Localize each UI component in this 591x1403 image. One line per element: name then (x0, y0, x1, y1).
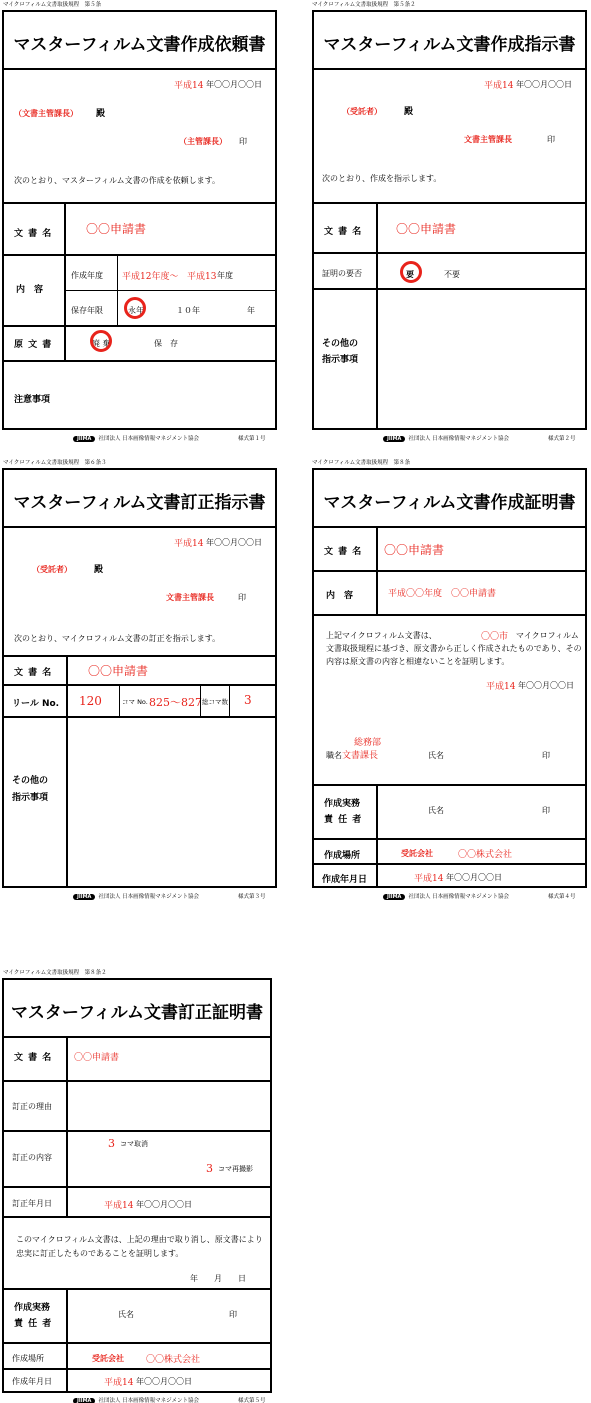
form-2-recipient: （受託者） (342, 107, 382, 116)
form-1-retention-opt1: 永年 (128, 306, 144, 315)
form-1-original-label: 原 文 書 (14, 340, 53, 350)
form-5-reshoot-count: 3 (206, 1162, 213, 1175)
form-5-date-label: 訂正年月日 (12, 1199, 52, 1208)
form-5-frame (2, 978, 272, 1393)
form-5-date-era: 平成14 (104, 1201, 134, 1211)
form-1-title: マスターフィルム文書作成依頼書 (13, 35, 266, 55)
form-2-date-era: 平成14 (484, 81, 514, 91)
form-4-seal: 印 (542, 751, 550, 760)
form-4-header: マイクロフィルム文書取扱規程 第８条 (312, 460, 411, 466)
form-3-doc-name-label: 文 書 名 (14, 668, 53, 678)
form-4-date-era: 平成14 (486, 682, 516, 692)
form-1-footer: JIIMA 社団法人 日本画像情報マネジメント協会 (73, 434, 199, 442)
form-2-proof-yes: 要 (406, 270, 414, 279)
form-5-place-value-2: 〇〇株式会社 (146, 1355, 201, 1365)
form-2-sender: 文書主管課長 (464, 135, 512, 144)
form-4-frame (312, 468, 587, 888)
form-4-made-era: 平成14 (414, 874, 444, 884)
form-4-doc-name-value: 〇〇申請書 (384, 543, 445, 557)
form-5-doc-name-value: 〇〇申請書 (74, 1053, 120, 1063)
form-5-reason-label: 訂正の理由 (12, 1102, 52, 1111)
form-3-header: マイクロフィルム文書取扱規程 第６条３ (3, 460, 107, 466)
form-2-dono: 殿 (404, 107, 414, 117)
form-2-title: マスターフィルム文書作成指示書 (323, 35, 576, 55)
form-5-responsible-label-2: 責 任 者 (14, 1319, 53, 1329)
form-5-content-label: 訂正の内容 (12, 1153, 52, 1162)
form-1-notes-label: 注意事項 (14, 395, 51, 405)
form-4-statement-3: 内容は原文書の内容と相違ないことを証明します。 (326, 657, 510, 666)
form-2-proof-circle (400, 261, 422, 283)
form-4-statement-1c: マイクロフィルム (516, 631, 579, 640)
form-1-retention-opt2: １０年 (176, 306, 200, 315)
form-4-seal-2: 印 (542, 806, 550, 815)
form-3-seal: 印 (238, 593, 246, 602)
form-3-reel-label: リール No. (12, 699, 60, 709)
form-2-footer: JIIMA 社団法人 日本画像情報マネジメント協会 (383, 434, 509, 442)
form-4-doc-name-label: 文 書 名 (324, 547, 363, 557)
form-5-footer: JIIMA 社団法人 日本画像情報マネジメント協会 (73, 1396, 199, 1403)
form-2-date-rest: 年〇〇月〇〇日 (516, 80, 572, 89)
form-3-total-label: 総コマ数 (202, 698, 228, 706)
form-1-year-to: 平成13 (187, 272, 217, 282)
form-1-doc-name-label: 文 書 名 (14, 229, 53, 239)
form-1-header: マイクロフィルム文書取扱規程 第５条 (3, 2, 102, 8)
form-4-made-rest: 年〇〇月〇〇日 (446, 873, 502, 882)
form-1-date-era: 平成14 (174, 81, 204, 91)
form-2-header: マイクロフィルム文書取扱規程 第５条２ (312, 2, 416, 8)
form-4-place-label: 作成場所 (324, 851, 361, 861)
form-1-original-opt2: 保 存 (154, 339, 178, 348)
form-3-reel-value: 120 (79, 694, 102, 708)
form-5-made-label: 作成年月日 (12, 1377, 52, 1386)
form-4-name-label-2: 氏名 (428, 806, 444, 815)
form-4-footer: JIIMA 社団法人 日本画像情報マネジメント協会 (383, 892, 509, 900)
form-2-other-label-1: その他の (322, 339, 359, 349)
form-4-responsible-label-2: 責 任 者 (324, 815, 363, 825)
form-3-other-label-2: 指示事項 (12, 793, 49, 803)
form-2-doc-name-value: 〇〇申請書 (396, 222, 457, 236)
form-5-seal: 印 (229, 1310, 237, 1319)
form-3-frame-label: コマ No. (122, 698, 148, 706)
form-1-retention-circle (124, 297, 146, 319)
form-5-reshoot-text: コマ再撮影 (218, 1165, 253, 1173)
form-4-position-label: 職名 (326, 751, 342, 760)
form-1-form-number: 様式第１号 (238, 436, 266, 442)
form-1-year-suffix: 年度 (217, 271, 233, 280)
form-3-total-value: 3 (244, 693, 252, 707)
form-5-statement-1: このマイクロフィルム文書は、上記の理由で取り消し、原文書により (16, 1235, 263, 1244)
jiima-logo: JIIMA (383, 436, 405, 442)
form-1-statement: 次のとおり、マスターフィルム文書の作成を依頼します。 (14, 176, 220, 185)
form-4-content-value: 平成〇〇年度 〇〇申請書 (388, 589, 497, 599)
form-5-title: マスターフィルム文書訂正証明書 (10, 1003, 264, 1023)
form-1-date-rest: 年〇〇月〇〇日 (206, 80, 262, 89)
jiima-logo: JIIMA (73, 436, 95, 442)
form-2-proof-label: 証明の要否 (322, 269, 362, 278)
form-1-year-label: 作成年度 (71, 271, 103, 280)
form-1-year-from: 平成12年度～ (122, 272, 179, 282)
form-5-responsible-label-1: 作成実務 (14, 1303, 51, 1313)
form-5-made-rest: 年〇〇月〇〇日 (136, 1377, 192, 1386)
form-2-other-label-2: 指示事項 (322, 355, 359, 365)
jiima-logo: JIIMA (383, 894, 405, 900)
form-3-title: マスターフィルム文書訂正指示書 (13, 493, 266, 513)
form-4-form-number: 様式第４号 (548, 894, 576, 900)
form-2-frame (312, 10, 587, 430)
form-5-statement-2: 忠実に訂正したものであることを証明します。 (16, 1249, 184, 1258)
form-2-seal: 印 (547, 135, 555, 144)
form-1-original-circle (90, 330, 112, 352)
form-3-other-label-1: その他の (12, 776, 49, 786)
form-3-frame (2, 468, 277, 888)
form-4-statement-1b: 〇〇市 (481, 632, 509, 642)
form-4-statement-2: 文書取扱規程に基づき、原文書から正しく作成されたものであり、その (326, 644, 582, 653)
form-5-doc-name-label: 文 書 名 (14, 1053, 53, 1063)
form-5-cancel-count: 3 (108, 1137, 115, 1150)
form-3-statement: 次のとおり、マイクロフィルム文書の訂正を指示します。 (14, 634, 221, 643)
form-4-position: 文書課長 (342, 751, 379, 761)
form-1-sender: （主管課長） (179, 137, 227, 146)
form-5-cancel-text: コマ取消 (120, 1140, 148, 1148)
form-3-footer: JIIMA 社団法人 日本画像情報マネジメント協会 (73, 892, 199, 900)
form-4-place-value-1: 受託会社 (401, 849, 433, 858)
form-2-doc-name-label: 文 書 名 (324, 227, 363, 237)
form-4-title: マスターフィルム文書作成証明書 (323, 493, 576, 513)
form-5-place-value-1: 受託会社 (92, 1354, 124, 1363)
form-5-place-label: 作成場所 (12, 1354, 44, 1363)
form-5-blank-date: 年 月 日 (190, 1274, 246, 1283)
form-4-made-label: 作成年月日 (322, 875, 368, 885)
form-5-date-rest: 年〇〇月〇〇日 (136, 1200, 192, 1209)
form-3-sender: 文書主管課長 (166, 593, 214, 602)
form-1-content-label: 内 容 (16, 285, 44, 295)
form-5-name-label: 氏名 (118, 1310, 134, 1319)
jiima-logo: JIIMA (73, 894, 95, 900)
form-2-proof-no: 不要 (444, 270, 460, 279)
form-1-doc-name-value: 〇〇申請書 (86, 222, 147, 236)
form-5-form-number: 様式第５号 (238, 1398, 266, 1403)
form-5-made-era: 平成14 (104, 1378, 134, 1388)
form-3-dono: 殿 (94, 565, 104, 575)
form-2-form-number: 様式第２号 (548, 436, 576, 442)
form-3-doc-name-value: 〇〇申請書 (88, 664, 149, 678)
form-4-date-rest: 年〇〇月〇〇日 (518, 681, 574, 690)
form-3-frame-value: 825～827 (149, 696, 202, 709)
form-1-dono: 殿 (96, 109, 106, 119)
form-4-name-label: 氏名 (428, 751, 444, 760)
form-4-content-label: 内 容 (326, 591, 354, 601)
form-1-retention-opt3: 年 (247, 306, 255, 315)
form-1-seal: 印 (239, 137, 247, 146)
form-3-recipient: （受託者） (32, 565, 72, 574)
form-4-place-value-2: 〇〇株式会社 (458, 850, 513, 860)
form-1-original-opt1: 廃 棄 (92, 339, 111, 348)
jiima-logo: JIIMA (73, 1398, 95, 1403)
form-4-statement-1a: 上記マイクロフィルム文書は、 (326, 631, 437, 640)
form-4-responsible-label-1: 作成実務 (324, 799, 361, 809)
form-3-form-number: 様式第３号 (238, 894, 266, 900)
form-1-retention-label: 保存年限 (71, 306, 103, 315)
form-1-recipient: （文書主管課長） (14, 109, 78, 118)
form-1-frame (2, 10, 277, 430)
form-2-statement: 次のとおり、作成を指示します。 (322, 174, 442, 183)
form-4-dept: 総務部 (354, 738, 382, 748)
form-5-header: マイクロフィルム文書取扱規程 第８条２ (3, 970, 107, 976)
form-3-date-rest: 年〇〇月〇〇日 (206, 538, 262, 547)
form-3-date-era: 平成14 (174, 539, 204, 549)
